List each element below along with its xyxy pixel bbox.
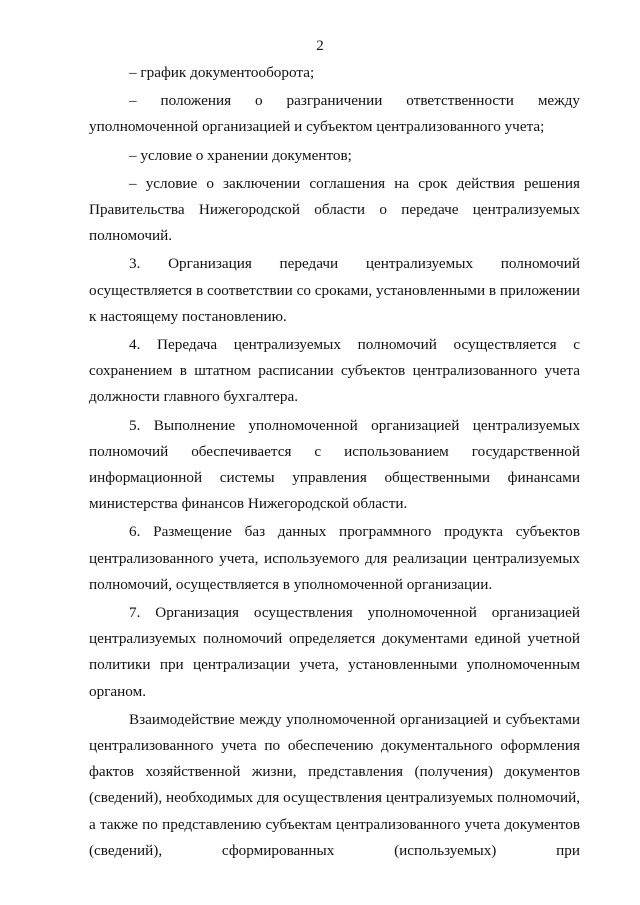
paragraph-interaction: Взаимодействие между уполномоченной организацией и субъектами централизованного учета по обеспечению документального оформления фактов хозяйственной жизни, представления (получения) документов (сведений), необходимых для осуществления централизуемых полномочий, а также по представлению субъектам централизованного учета документов (сведений), сформированных (используемых) при: [89, 710, 580, 859]
body-text: [89, 60, 580, 864]
paragraph-item-7: 7. Организация осуществления уполномоченной организацией централизуемых полномочий определяется документами единой учетной политики при централизации учета, установленными уполномоченным органом.: [89, 604, 580, 700]
page-number: 2: [316, 38, 324, 54]
paragraph-agreement: – условие о заключении соглашения на срок действия решения Правительства Нижегородской области о передаче централизуемых полномочий.: [89, 174, 580, 245]
paragraph-item-6: 6. Размещение баз данных программного продукта субъектов централизованного учета, используемого для реализации централизуемых полномочий, осуществляется в уполномоченной организации.: [89, 523, 580, 593]
paragraph-schedule: – график документооборота;: [129, 64, 315, 81]
paragraph-item-5: 5. Выполнение уполномоченной организацией централизуемых полномочий обеспечивается с использованием государственной информационной системы управления общественными финансами министерства финансов Нижегородской области.: [89, 416, 580, 513]
paragraph-item-3: 3. Организация передачи централизуемых полномочий осуществляется в соответствии со сроками, установленными в приложении к настоящему постановлению.: [89, 255, 580, 325]
paragraph-responsibility: – положения о разграничении ответственности между уполномоченной организацией и субъектом централизованного учета;: [89, 92, 580, 136]
paragraph-item-4: 4. Передача централизуемых полномочий осуществляется с сохранением в штатном расписании субъектов централизованного учета должности главного бухгалтера.: [89, 336, 580, 406]
paragraph-storage: – условие о хранении документов;: [129, 146, 352, 164]
